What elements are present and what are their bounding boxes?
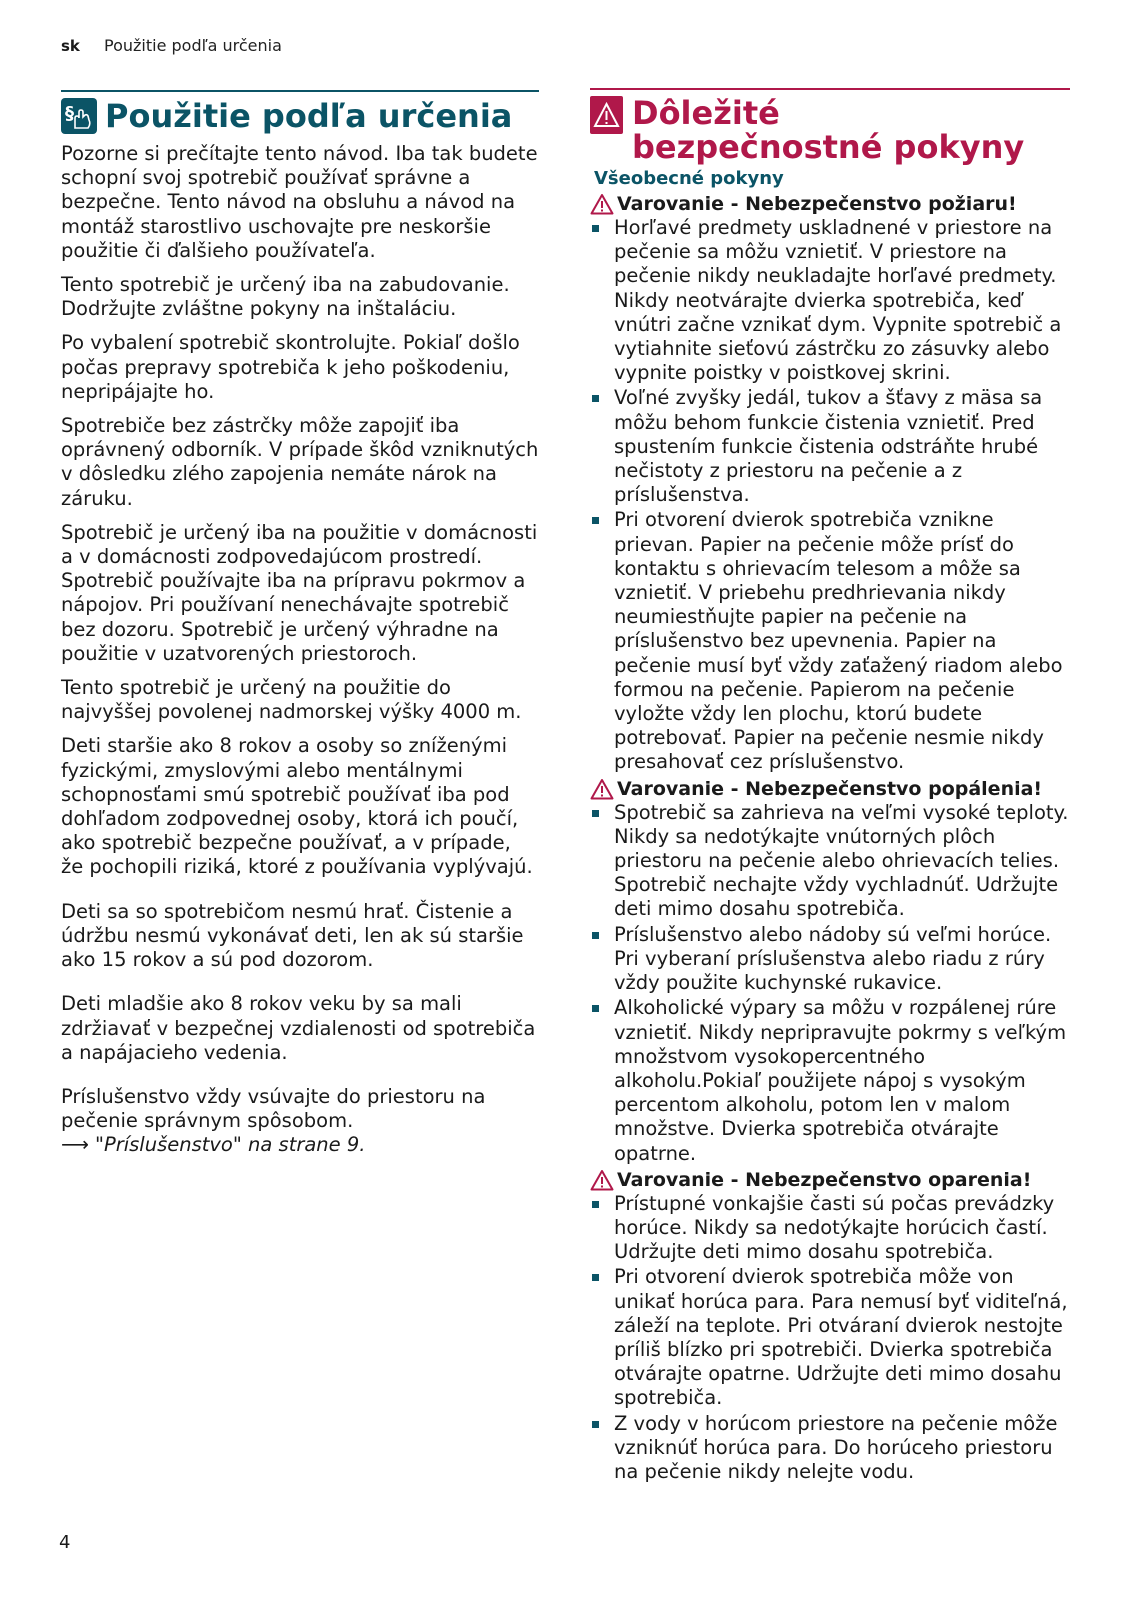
paragraph: Deti mladšie ako 8 rokov veku by sa mali zdržiavať v bezpečnej vzdialenosti od spotrebiča a napájacieho vedenia. — [61, 992, 536, 1064]
bullet-square-icon — [592, 1421, 599, 1428]
list-item — [590, 1192, 1070, 1265]
section-heading — [590, 93, 1070, 164]
bullet-square-icon — [592, 225, 599, 232]
warning-triangle-icon — [590, 778, 614, 800]
bullet-square-icon — [592, 810, 599, 817]
warning-heading — [590, 192, 1070, 216]
list-item — [590, 1265, 1070, 1410]
safety-section — [590, 88, 1070, 1486]
list-item — [590, 801, 1070, 922]
cross-reference[interactable] — [61, 1133, 539, 1157]
running-header: Použitie podľa určenia — [104, 36, 282, 55]
arrow-right-icon: ⟶ — [61, 1133, 89, 1157]
warning-icon — [590, 96, 623, 134]
list-item — [590, 216, 1070, 385]
bullet-square-icon — [592, 932, 599, 939]
warning-title: Varovanie - Nebezpečenstvo oparenia! — [617, 1168, 1032, 1191]
warning-heading — [590, 1168, 1070, 1192]
section-title-line-1: Dôležité — [632, 94, 780, 132]
intended-use-section — [61, 90, 539, 1158]
list-item-text: Z vody v horúcom priestore na pečenie môže vzniknúť horúca para. Do horúceho priestoru na pečenie nikdy nelejte vodu. — [614, 1411, 1058, 1483]
warning-list — [590, 216, 1070, 775]
list-item-text: Príslušenstvo alebo nádoby sú veľmi horúce. Pri vyberaní príslušenstva alebo riadu z rúry vždy použite kuchynské rukavice. — [614, 922, 1052, 995]
paragraph: Pozorne si prečítajte tento návod. Iba tak budete schopní svoj spotrebič používať správne a bezpečne. Tento návod na obsluhu a návod na montáž starostlivo uschovajte pre neskoršie použitie či ďalšieho používateľa. — [61, 142, 538, 262]
bullet-square-icon — [592, 1274, 599, 1281]
paragraph: Spotrebiče bez zástrčky môže zapojiť iba oprávnený odborník. V prípade škôd vzniknutých v dôsledku zlého zapojenia nemáte nárok na záruku. — [61, 414, 539, 510]
warning-title: Varovanie - Nebezpečenstvo požiaru! — [617, 193, 1017, 215]
paragraph: Deti staršie ako 8 rokov a osoby so zníženými fyzickými, zmyslovými alebo mentálnymi schopnosťami smú spotrebič používať iba pod dohľadom zodpovednej osoby, ktorá ich poučí, ako spotrebič bezpečne používať, a v prípade, že pochopili riziká, ktoré z používania vyplývajú. — [61, 734, 533, 879]
list-item-text: Pri otvorení dvierok spotrebiča môže von unikať horúca para. Para nemusí byť viditeľná, záleží na teplote. Pri otváraní dvierok nestojte príliš blízko pri spotrebiči. Dvierka spotrebiča otvárajte opatrne. Udržujte deti mimo dosahu spotrebiča. — [614, 1265, 1068, 1410]
section-heading — [61, 98, 539, 134]
warning-title: Varovanie - Nebezpečenstvo popálenia! — [617, 777, 1043, 800]
bullet-square-icon — [592, 395, 599, 402]
warning-triangle-icon — [590, 1169, 614, 1191]
list-item — [590, 508, 1070, 774]
section-rule — [590, 88, 1070, 90]
language-code: sk — [61, 37, 80, 55]
list-item-text: Spotrebič sa zahrieva na veľmi vysoké teploty. Nikdy sa nedotýkajte vnútorných plôch priestoru na pečenie alebo ohrievacích telies. Spotrebič nechajte vždy vychladnúť. Udržujte deti mimo dosahu spotrebiča. — [614, 800, 1069, 921]
section-title-line-2: bezpečnostné pokyny — [632, 128, 1025, 166]
section-rule — [61, 90, 539, 92]
warning-heading — [590, 777, 1070, 801]
bullet-square-icon — [592, 1005, 599, 1012]
list-item-text: Voľné zvyšky jedál, tukov a šťavy z mäsa sa môžu behom funkcie čistenia vznietiť. Pred spustením funkcie čistenia odstráňte hrubé nečistoty z priestoru na pečenie a z príslušenstva. — [614, 386, 1043, 507]
list-item-text: Prístupné vonkajšie časti sú počas prevádzky horúce. Nikdy sa nedotýkajte horúcich častí. Udržujte deti mimo dosahu spotrebiča. — [614, 1191, 1055, 1264]
warning-list — [590, 801, 1070, 1166]
paragraph: Tento spotrebič je určený iba na zabudovanie. Dodržujte zvláštne pokyny na inštaláciu. — [61, 273, 510, 321]
list-item — [590, 923, 1070, 996]
warning-triangle-icon — [590, 193, 614, 215]
list-item-text: Alkoholické výpary sa môžu v rozpálenej rúre vznietiť. Nikdy nepripravujte pokrmy s veľkým množstvom vysokopercentného alkoholu.Pokiaľ použijete nápoj s vysokým percentom alkoholu, potom len v malom množstve. Dvierka spotrebiča otvárajte opatrne. — [614, 996, 1067, 1165]
paragraph: Spotrebič je určený iba na použitie v domácnosti a v domácnosti zodpovedajúcom prostredí. Spotrebič používajte iba na prípravu pokrmov a nápojov. Pri používaní nenechávajte spotrebič bez dozoru. Spotrebič je určený výhradne na použitie v uzatvorených priestoroch. — [61, 520, 538, 665]
bullet-square-icon — [592, 1201, 599, 1208]
warning-list — [590, 1192, 1070, 1484]
list-item — [590, 386, 1070, 507]
page-number: 4 — [59, 1532, 71, 1553]
paragraph: Po vybalení spotrebič skontrolujte. Pokiaľ došlo počas prepravy spotrebiča k jeho poškodeniu, nepripájajte ho. — [61, 331, 520, 403]
paragraph: Deti sa so spotrebičom nesmú hrať. Čistenie a údržbu nesmú vykonávať deti, len ak sú staršie ako 15 rokov a sú pod dozorom. — [61, 899, 524, 972]
bullet-square-icon — [592, 517, 599, 524]
intended-use-icon — [61, 98, 97, 134]
svg-text:§: § — [65, 103, 74, 124]
list-item — [590, 1412, 1070, 1485]
list-item-text: Horľavé predmety uskladnené v priestore na pečenie sa môžu vznietiť. V priestore na pečenie nikdy neukladajte horľavé predmety. Nikdy neotvárajte dvierka spotrebiča, keď vnútri začne vznikať dym. Vypnite spotrebič a vytiahnite sieťovú zástrčku zo zásuvky alebo vypnite poistky v poistkovej skrini. — [614, 216, 1062, 385]
cross-reference-link[interactable]: "Príslušenstvo" na strane 9. — [94, 1133, 366, 1157]
list-item-text: Pri otvorení dvierok spotrebiča vznikne prievan. Papier na pečenie môže prísť do kontaktu s ohrievacím telesom a môže sa vznietiť. V priebehu predhrievania nikdy neumiestňujte papier na pečenie na príslušenstvo bez upevnenia. Papier na pečenie musí byť vždy zaťažený riadom alebo formou na pečenie. Papierom na pečenie vyložte vždy len plochu, ktorú budete potrebovať. Papier na pečenie nesmie nikdy presahovať cez príslušenstvo. — [614, 508, 1063, 774]
paragraph: Tento spotrebič je určený na použitie do najvyššej povolenej nadmorskej výšky 4000 m. — [61, 676, 522, 724]
section-title: Použitie podľa určenia — [105, 97, 513, 135]
subsection-title: Všeobecné pokyny — [594, 168, 784, 189]
list-item — [590, 996, 1070, 1165]
paragraph: Príslušenstvo vždy vsúvajte do priestoru na pečenie správnym spôsobom. — [61, 1084, 486, 1133]
